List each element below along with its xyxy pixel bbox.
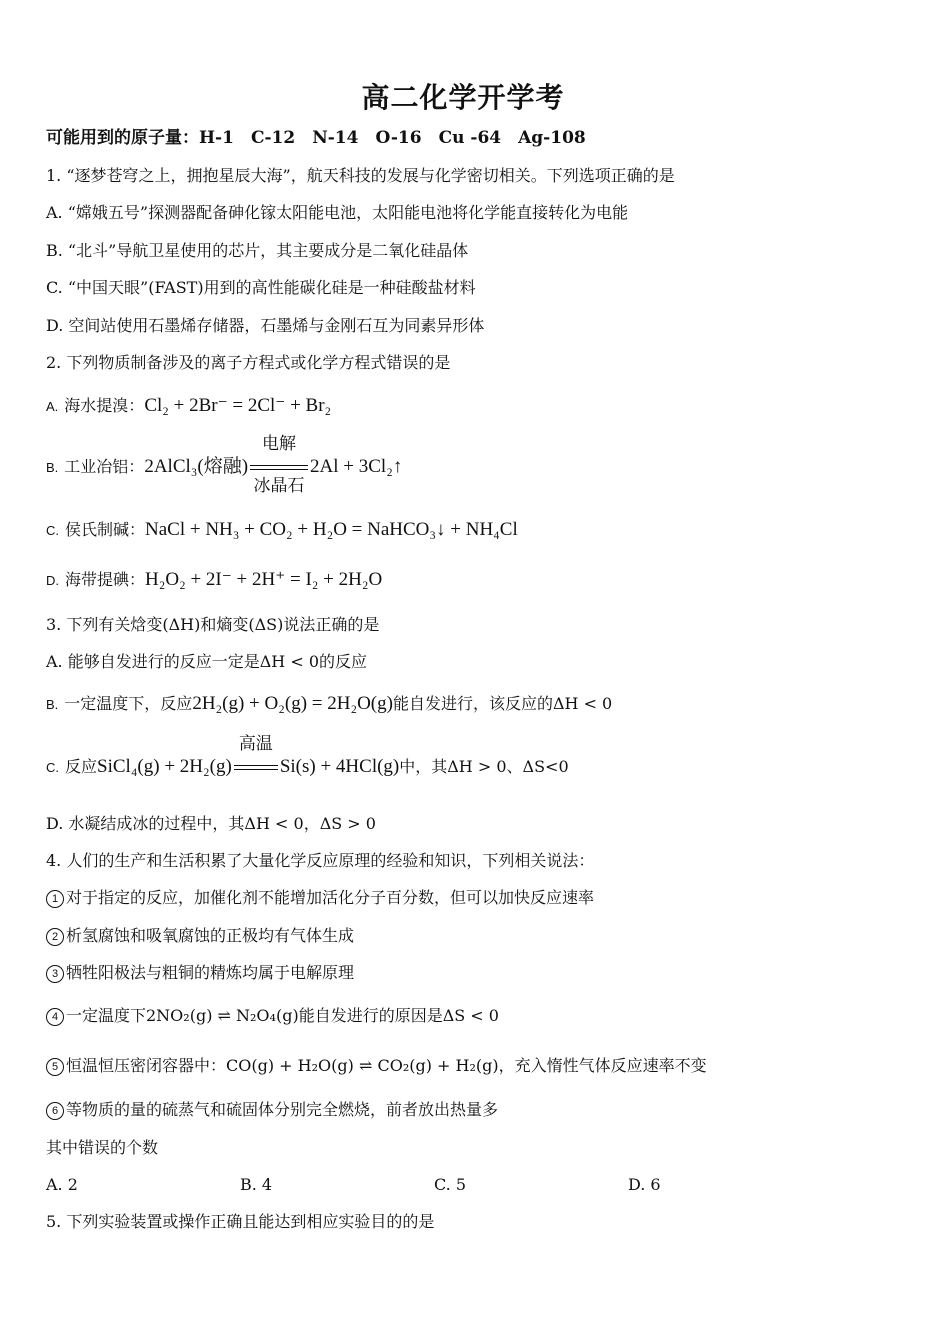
equals-arrow [234,765,278,770]
circled-number: 5 [46,1058,64,1076]
q4-statement-1 [46,888,594,908]
q4-statement-2 [46,926,354,946]
q3-stem: 3. 下列有关焓变(ΔH)和熵变(ΔS)说法正确的是 [46,615,380,634]
statement-text: 牺牲阳极法与粗铜的精炼均属于电解原理 [66,963,355,982]
q1-option-d: D. 空间站使用石墨烯存储器，石墨烯与金刚石互为同素异形体 [46,316,485,335]
option-text: 海带提碘： [65,570,146,589]
q2-stem: 2. 下列物质制备涉及的离子方程式或化学方程式错误的是 [46,353,451,372]
option-tail: 能自发进行，该反应的ΔH < 0 [392,694,613,713]
equation: Cl₂ + 2Br⁻ = 2Cl⁻ + Br₂ [144,395,332,416]
option-label: B. [46,460,59,475]
condition-top: 高温 [238,733,273,754]
statement-text: 一定温度下2NO₂(g) ⇌ N₂O₄(g)能自发进行的原因是ΔS < 0 [66,1006,499,1025]
option-text: 反应 [65,757,98,776]
q3-option-d: D. 水凝结成冰的过程中，其ΔH < 0，ΔS > 0 [46,814,376,833]
q4-statement-6 [46,1100,498,1120]
option-label: B. [46,697,59,712]
condition-top: 电解 [262,433,297,454]
option-text: 侯氏制碱： [65,520,146,539]
reaction-condition [250,433,308,496]
q3-option-b [46,694,612,715]
circled-number: 2 [46,928,64,946]
statement-text: 析氢腐蚀和吸氧腐蚀的正极均有气体生成 [66,926,355,945]
circled-number: 1 [46,890,64,908]
q3-option-a: A. 能够自发进行的反应一定是ΔH < 0的反应 [46,652,367,671]
option-label: C. [46,760,59,775]
q5-stem: 5. 下列实验装置或操作正确且能达到相应实验目的的是 [46,1212,435,1231]
q2-option-b [46,433,403,496]
q3-option-c [46,733,569,778]
q1-option-c: C. “中国天眼”(FAST)用到的高性能碳化硅是一种硅酸盐材料 [46,278,476,297]
q4-choice-c: C. 5 [434,1175,467,1194]
option-text: 一定温度下，反应 [64,694,193,713]
atomic-masses: 可能用到的原子量：H-1 C-12 N-14 O-16 Cu -64 Ag-108 [46,128,586,148]
q4-statement-3 [46,963,354,983]
equation: NaCl + NH₃ + CO₂ + H₂O = NaHCO₃↓ + NH₄Cl [145,519,518,540]
circled-number: 3 [46,965,64,983]
option-label: D. [46,573,59,588]
equation-left: 2AlCl₃(熔融) [144,456,249,477]
q4-statement-5 [46,1056,707,1076]
page-title: 高二化学开学考 [361,81,565,114]
equation-right: Si(s) + 4HCl(g) [279,756,400,777]
equation: H₂O₂ + 2I⁻ + 2H⁺ = I₂ + 2H₂O [145,569,383,590]
q2-option-c [46,520,518,541]
equation: 2H₂(g) + O₂(g) = 2H₂O(g) [192,693,393,714]
option-text: 海水提溴： [64,396,145,415]
equation-left: SiCl₄(g) + 2H₂(g) [97,756,232,777]
q2-option-d [46,570,382,591]
q4-choice-b: B. 4 [240,1175,273,1194]
reaction-condition [234,733,278,778]
option-tail: 中，其ΔH > 0、ΔS<0 [399,757,569,776]
circled-number: 4 [46,1008,64,1026]
q4-choice-d: D. 6 [628,1175,661,1194]
q4-prompt: 其中错误的个数 [46,1138,159,1157]
q1-option-a: A. “嫦娥五号”探测器配备砷化镓太阳能电池，太阳能电池将化学能直接转化为电能 [46,203,629,222]
q1-option-b: B. “北斗”导航卫星使用的芯片，其主要成分是二氧化硅晶体 [46,241,469,260]
q4-statement-4 [46,1006,499,1026]
equals-arrow [250,465,308,470]
option-label: C. [46,523,59,538]
q4-choice-a: A. 2 [46,1175,78,1194]
statement-text: 恒温恒压密闭容器中：CO(g) + H₂O(g) ⇌ CO₂(g) + H₂(g)，充入惰性气体反应速率不变 [66,1056,707,1075]
condition-bottom: 冰晶石 [253,475,305,496]
q4-stem: 4. 人们的生产和生活积累了大量化学反应原理的经验和知识，下列相关说法： [46,851,595,870]
q1-stem: 1. “逐梦苍穹之上，拥抱星辰大海”，航天科技的发展与化学密切相关。下列选项正确的是 [46,166,675,185]
statement-text: 对于指定的反应，加催化剂不能增加活化分子百分数，但可以加快反应速率 [66,888,595,907]
q2-option-a [46,396,331,417]
option-text: 工业冶铝： [64,457,145,476]
circled-number: 6 [46,1102,64,1120]
option-label: A. [46,399,59,414]
statement-text: 等物质的量的硫蒸气和硫固体分别完全燃烧，前者放出热量多 [66,1100,499,1119]
equation-right: 2Al + 3Cl₂↑ [310,456,403,477]
